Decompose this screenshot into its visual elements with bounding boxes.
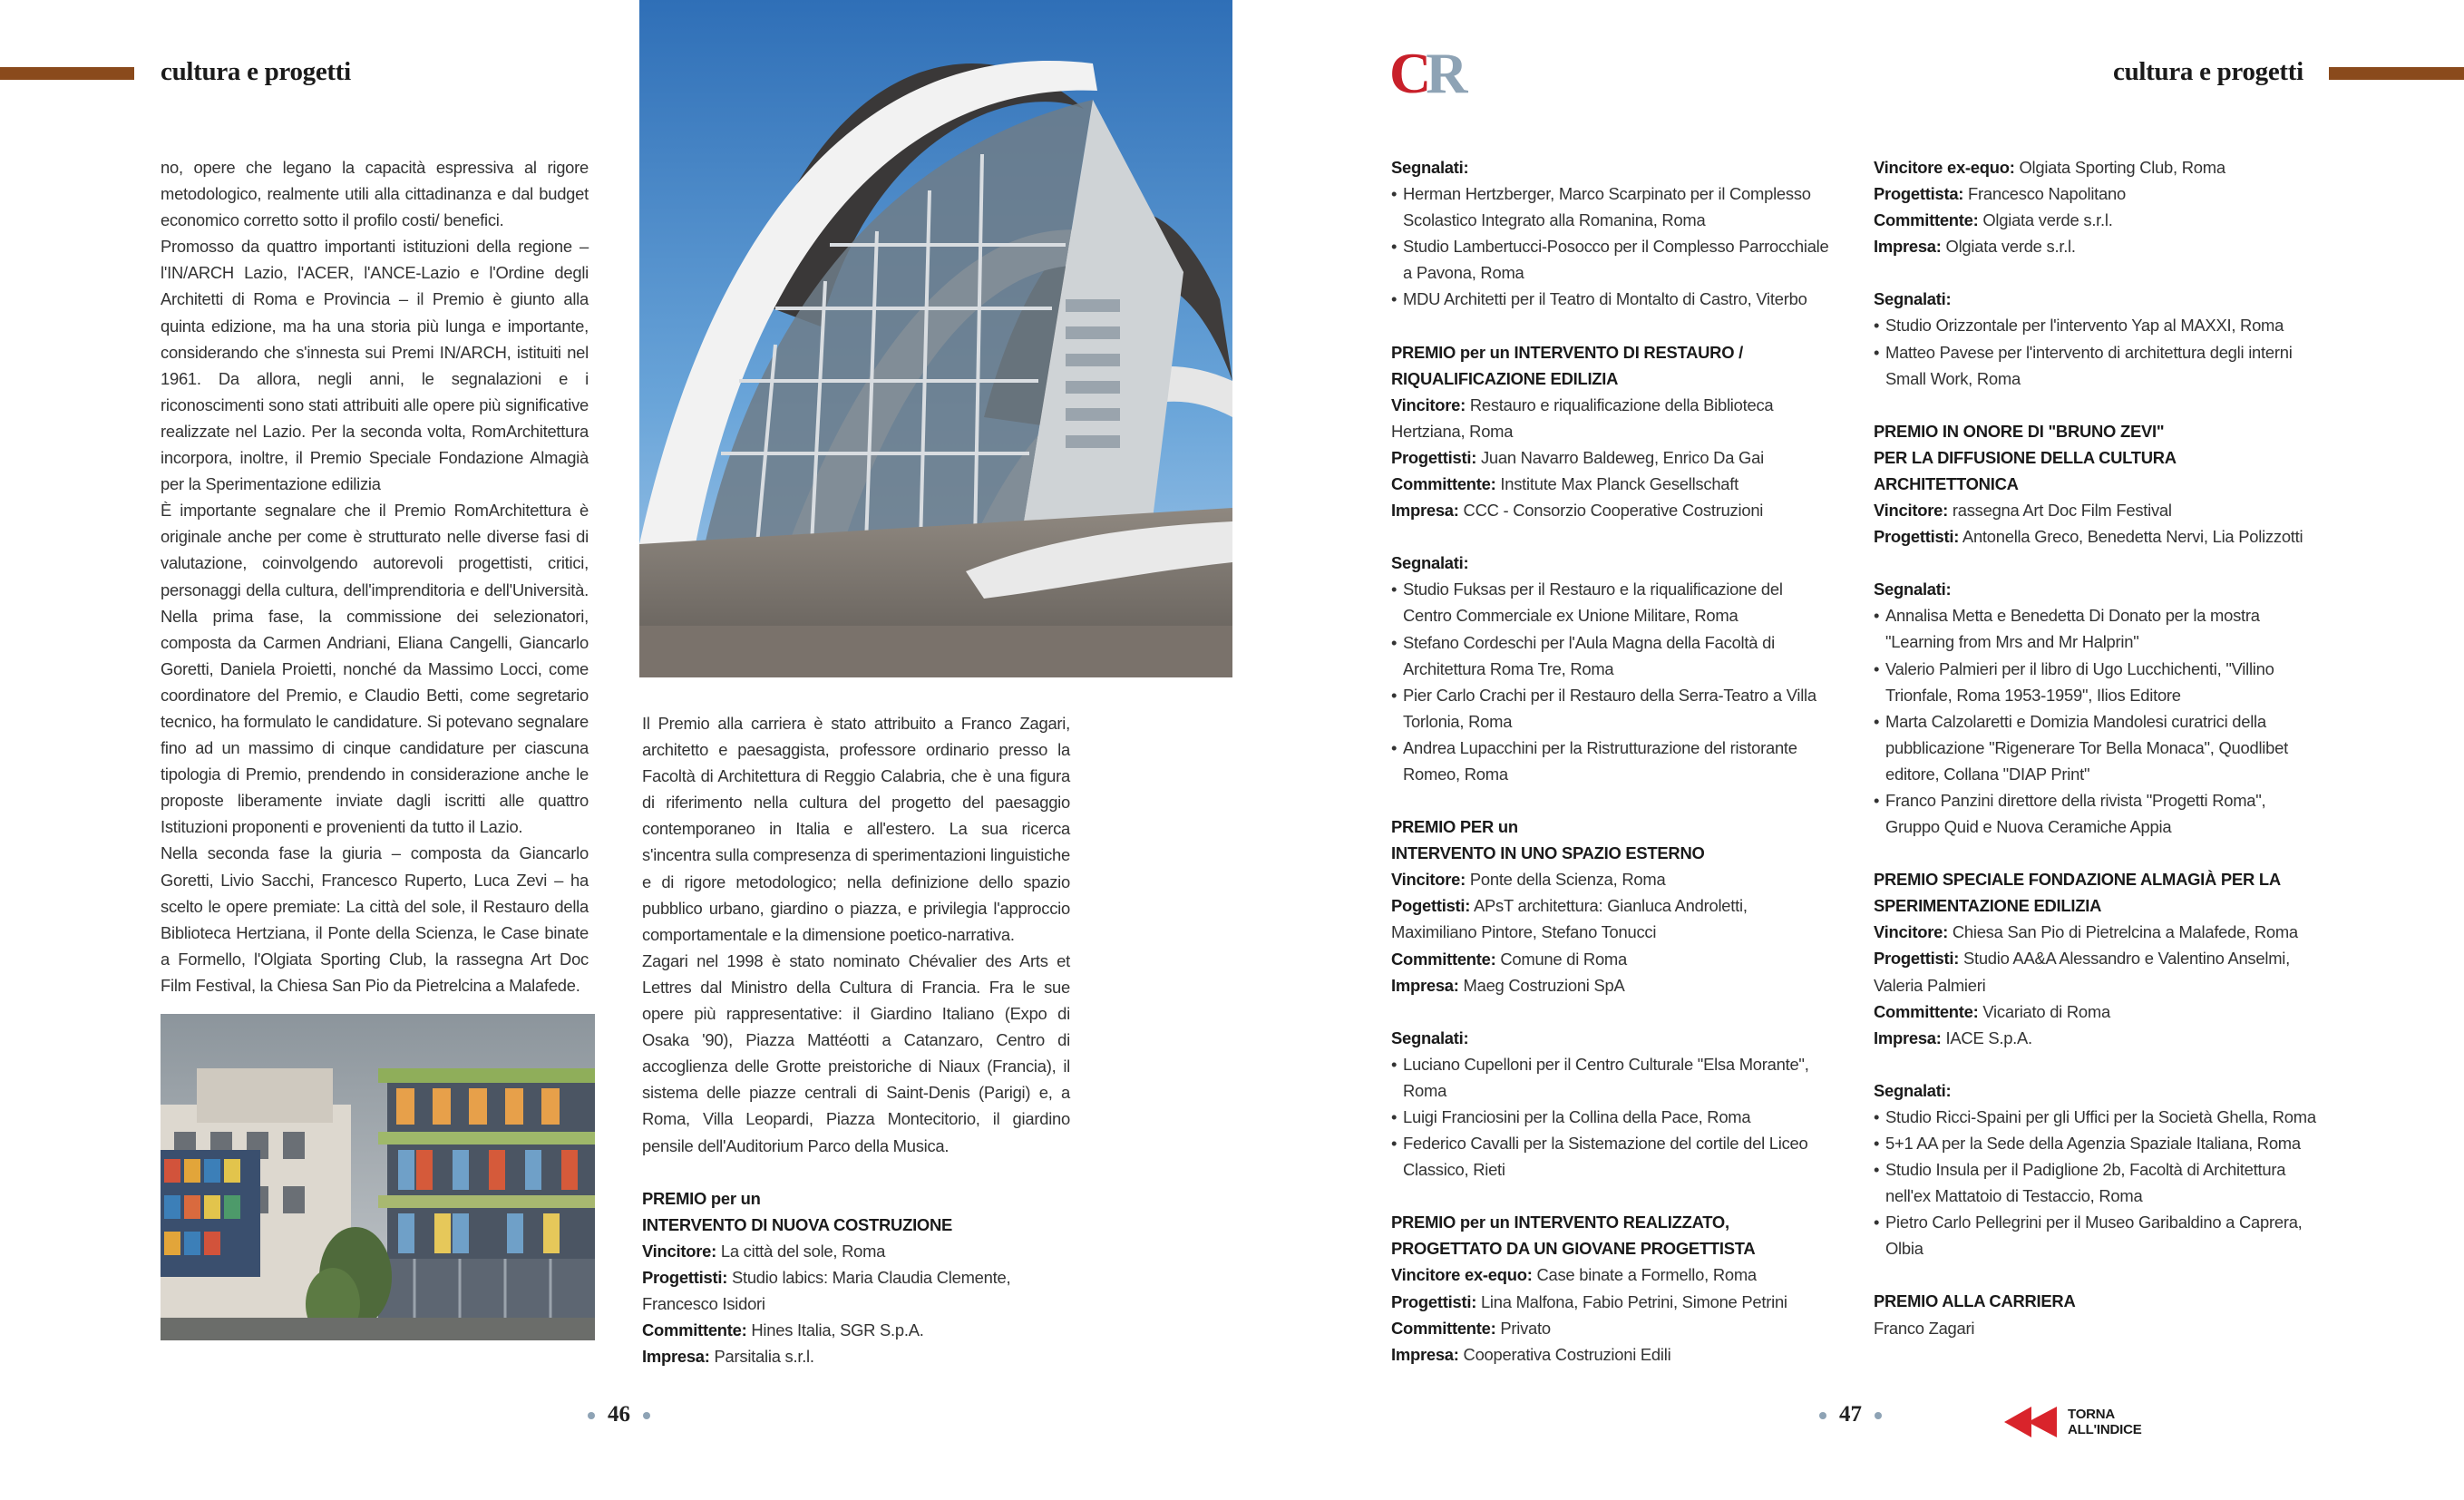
header-bar-right (2329, 67, 2464, 80)
right-column-1 (1391, 154, 1830, 1368)
award-row: Committente: Comune di Roma (1391, 949, 1627, 969)
award-row: Progettista: Francesco Napolitano (1874, 184, 2126, 204)
section-title-left: cultura e progetti (161, 57, 351, 86)
segnalati-list (1391, 180, 1830, 312)
award-heading: SPERIMENTAZIONE EDILIZIA (1874, 896, 2102, 916)
left-column-1 (161, 154, 589, 998)
list-item: • Pier Carlo Crachi per il Restauro della Serra-Teatro a Villa Torlonia, Roma (1391, 682, 1830, 735)
award-heading: PREMIO per un INTERVENTO DI RESTAURO / (1391, 342, 1743, 362)
award-heading: PREMIO IN ONORE DI "BRUNO ZEVI" (1874, 421, 2165, 441)
list-item: • Studio Insula per il Padiglione 2b, Facoltà di Architettura nell'ex Mattatoio di Testaccio, Roma (1874, 1156, 2322, 1209)
logo-letter-r: R (1426, 41, 1463, 105)
award-row: Impresa: CCC - Consorzio Cooperative Costruzioni (1391, 501, 1764, 521)
page-number-right: 47 (1807, 1402, 1894, 1427)
award-row: Committente: Institute Max Planck Gesellschaft (1391, 474, 1738, 494)
award-row: Impresa: Parsitalia s.r.l. (642, 1347, 814, 1367)
segnalati-list (1874, 1104, 2322, 1262)
award-value: Franco Zagari (1874, 1318, 1975, 1338)
list-item: • Studio Lambertucci-Posocco per il Complesso Parrocchiale a Pavona, Roma (1391, 233, 1830, 286)
award-row: Vincitore: Ponte della Scienza, Roma (1391, 870, 1666, 890)
award-row: Pogettisti: APsT architettura: Gianluca Androletti, Maximiliano Pintore, Stefano Tonucci (1391, 896, 1748, 942)
page-dot (588, 1412, 595, 1419)
list-item: • MDU Architetti per il Teatro di Montalto di Castro, Viterbo (1391, 286, 1830, 312)
segnalati-list (1874, 602, 2322, 840)
segnalati-list (1391, 576, 1830, 787)
award-row: Committente: Hines Italia, SGR S.p.A. (642, 1320, 924, 1340)
award-heading: PROGETTATO DA UN GIOVANE PROGETTISTA (1391, 1239, 1756, 1259)
award-row: Progettisti: Juan Navarro Baldeweg, Enrico Da Gai (1391, 447, 1764, 467)
double-arrow-left-icon (2004, 1407, 2059, 1437)
list-item: • Luigi Franciosini per la Collina della Pace, Roma (1391, 1104, 1830, 1130)
section-title-right: cultura e progetti (2113, 57, 2303, 86)
page-dot (643, 1412, 650, 1419)
header-bar-left (0, 67, 134, 80)
award-heading: PREMIO per un (642, 1188, 761, 1208)
segnalati-heading: Segnalati: (1874, 1080, 1952, 1100)
list-item: • Studio Orizzontale per l'intervento Yap al MAXXI, Roma (1874, 312, 2322, 338)
left-column-2 (642, 710, 1070, 1369)
award-row: Committente: Olgiata verde s.r.l. (1874, 210, 2113, 230)
award-heading: INTERVENTO DI NUOVA COSTRUZIONE (642, 1214, 953, 1234)
award-row: Impresa: Maeg Costruzioni SpA (1391, 975, 1625, 995)
building-photo-illustration (161, 1014, 595, 1340)
paragraph: Il Premio alla carriera è stato attribuito a Franco Zagari, architetto e paesaggista, professore ordinario presso la Facoltà di Architettura di Reggio Calabria, che è una figura di riferimento nella cultura del progetto del paesaggio contemporaneo in Italia e all'estero. La sua ricerca s'incentra sulla compresenza di sperimentazioni linguistiche e di rigore metodologico; nella definizione dello spazio pubblico urbano, giardino o piazza, e privilegia l'approccio comportamentale e la dimensione poetico-narrativa. (642, 714, 1070, 944)
list-item: • Herman Hertzberger, Marco Scarpinato per il Complesso Scolastico Integrato alla Romanina, Roma (1391, 180, 1830, 233)
list-item: • 5+1 AA per la Sede della Agenzia Spaziale Italiana, Roma (1874, 1130, 2322, 1156)
award-row: Vincitore: La città del sole, Roma (642, 1241, 886, 1261)
award-row: Impresa: Olgiata verde s.r.l. (1874, 237, 2076, 257)
arches-photo-illustration (639, 0, 1232, 677)
award-heading: PREMIO PER un (1391, 817, 1518, 837)
award-row: Committente: Privato (1391, 1318, 1551, 1338)
award-row: Progettisti: Studio AA&A Alessandro e Valentino Anselmi, Valeria Palmieri (1874, 949, 2290, 995)
award-heading: PER LA DIFFUSIONE DELLA CULTURA ARCHITETTONICA (1874, 447, 2177, 493)
list-item: • Annalisa Metta e Benedetta Di Donato per la mostra "Learning from Mrs and Mr Halprin" (1874, 602, 2322, 655)
award-row: Impresa: Cooperativa Costruzioni Edili (1391, 1344, 1671, 1364)
award-heading: PREMIO per un INTERVENTO REALIZZATO, (1391, 1213, 1729, 1232)
list-item: • Franco Panzini direttore della rivista "Progetti Roma", Gruppo Quid e Nuova Ceramiche Appia (1874, 787, 2322, 840)
segnalati-list (1874, 312, 2322, 391)
award-row: Vincitore: Restauro e riqualificazione della Biblioteca Hertziana, Roma (1391, 394, 1774, 441)
award-heading: RIQUALIFICAZIONE EDILIZIA (1391, 368, 1619, 388)
right-column-2 (1874, 154, 2322, 1341)
segnalati-heading: Segnalati: (1391, 1028, 1469, 1047)
list-item: • Luciano Cupelloni per il Centro Culturale "Elsa Morante", Roma (1391, 1051, 1830, 1104)
cr-logo (1389, 40, 1462, 107)
award-row: Committente: Vicariato di Roma (1874, 1001, 2110, 1021)
list-item: • Studio Fuksas per il Restauro e la riqualificazione del Centro Commerciale ex Unione Militare, Roma (1391, 576, 1830, 628)
list-item: • Andrea Lupacchini per la Ristrutturazione del ristorante Romeo, Roma (1391, 735, 1830, 787)
torna-label: TORNA ALL'INDICE (2068, 1407, 2142, 1437)
award-row: Impresa: IACE S.p.A. (1874, 1028, 2032, 1047)
award-heading: PREMIO ALLA CARRIERA (1874, 1291, 2076, 1311)
page-dot (1875, 1412, 1882, 1419)
segnalati-list (1391, 1051, 1830, 1183)
paragraph: no, opere che legano la capacità espressiva al rigore metodologico, realmente utili alla cittadinanza e dal budget economico corretto sotto il profilo costi/ benefici. (161, 158, 589, 230)
award-row: Vincitore: rassegna Art Doc Film Festival (1874, 501, 2172, 521)
award-row: Progettisti: Antonella Greco, Benedetta Nervi, Lia Polizzotti (1874, 527, 2303, 547)
list-item: • Studio Ricci-Spaini per gli Uffici per la Società Ghella, Roma (1874, 1104, 2322, 1130)
list-item: • Marta Calzolaretti e Domizia Mandolesi curatrici della pubblicazione "Rigenerare Tor Bella Monaca", Quodlibet editore, Collana "DIAP Print" (1874, 708, 2322, 787)
page-number-left: 46 (575, 1402, 663, 1427)
award-row: Progettisti: Lina Malfona, Fabio Petrini, Simone Petrini (1391, 1291, 1787, 1311)
list-item: • Stefano Cordeschi per l'Aula Magna della Facoltà di Architettura Roma Tre, Roma (1391, 629, 1830, 682)
paragraph: Promosso da quattro importanti istituzioni della regione – l'IN/ARCH Lazio, l'ACER, l'ANCE-Lazio e l'Ordine degli Architetti di Roma e Provincia – il Premio è giunto alla quinta edizione, ma ha una storia più lunga e importante, considerando che s'innesta sui Premi IN/ARCH, istituiti nel 1961. Da allora, negli anni, le segnalazioni e i riconoscimenti sono stati attribuiti alle opere più significative realizzate nel Lazio. Per la seconda volta, RomArchitettura incorpora, inoltre, il Premio Speciale Fondazione Almagià per la Sperimentazione edilizia (161, 237, 589, 494)
page-dot (1819, 1412, 1826, 1419)
photo-olgiata-arches (639, 0, 1232, 677)
paragraph: Nella seconda fase la giuria – composta da Giancarlo Goretti, Livio Sacchi, Francesco Ruperto, Luca Zevi – ha scelto le opere premiate: La città del sole, il Restauro della Biblioteca Hertziana, il Ponte della Scienza, le Case binate a Formello, l'Olgiata Sporting Club, la rassegna Art Doc Film Festival, la Chiesa San Pio da Pietrelcina a Malafede. (161, 843, 589, 995)
paragraph: Zagari nel 1998 è stato nominato Chévalier des Arts et Lettres dal Ministro della Cultura di Francia. Fra le sue opere più rappresentative: il Giardino Italiano (Expo di Osaka '90), Piazza Mattéotti a Catanzaro, Centro di accoglienza delle Grotte preistoriche di Niaux (Francia), il sistema delle piazze centrali di Saint-Denis (Parigi) e, a Roma, Villa Leopardi, Piazza Montecitorio, il giardino pensile dell'Auditorium Parco della Musica. (642, 950, 1070, 1155)
paragraph: È importante segnalare che il Premio RomArchitettura è originale anche per come è strutturato nelle diverse fasi di valutazione, coinvolgendo autorevoli progettisti, critici, personaggi della cultura, dell'imprenditoria e dell'Università. Nella prima fase, la commissione dei selezionatori, composta da Carmen Andriani, Eliana Cangelli, Giancarlo Goretti, Daniela Proietti, nonché da Massimo Locci, come coordinatore del Premio, e Claudio Betti, come segretario tecnico, ha formulato le candidature. Si potevano segnalare fino ad un massimo di cinque candidature per ciascuna tipologia di Premio, prendendo in considerazione anche le proposte liberamente inviate dagli iscritti alle quattro Istituzioni proponenti e provenienti da tutto il Lazio. (161, 501, 589, 837)
torna-all-indice-link[interactable] (2004, 1407, 2142, 1437)
list-item: • Pietro Carlo Pellegrini per il Museo Garibaldino a Caprera, Olbia (1874, 1209, 2322, 1261)
award-heading: INTERVENTO IN UNO SPAZIO ESTERNO (1391, 843, 1705, 863)
list-item: • Federico Cavalli per la Sistemazione del cortile del Liceo Classico, Rieti (1391, 1130, 1830, 1183)
award-row: Vincitore ex-equo: Olgiata Sporting Club, Roma (1874, 158, 2225, 177)
logo-letter-c: C (1389, 41, 1427, 105)
segnalati-heading: Segnalati: (1874, 580, 1952, 599)
photo-citta-del-sole (161, 1014, 595, 1340)
list-item: • Matteo Pavese per l'intervento di architettura degli interni Small Work, Roma (1874, 339, 2322, 392)
award-row: Vincitore ex-equo: Case binate a Formello, Roma (1391, 1265, 1757, 1285)
list-item: • Valerio Palmieri per il libro di Ugo Lucchichenti, "Villino Trionfale, Roma 1953-1959", Ilios Editore (1874, 656, 2322, 708)
segnalati-heading: Segnalati: (1391, 158, 1469, 177)
award-row: Vincitore: Chiesa San Pio di Pietrelcina a Malafede, Roma (1874, 922, 2298, 942)
segnalati-heading: Segnalati: (1874, 289, 1952, 309)
segnalati-heading: Segnalati: (1391, 553, 1469, 573)
award-heading: PREMIO SPECIALE FONDAZIONE ALMAGIÀ PER LA (1874, 870, 2281, 890)
award-row: Progettisti: Studio labics: Maria Claudia Clemente, Francesco Isidori (642, 1267, 1011, 1313)
